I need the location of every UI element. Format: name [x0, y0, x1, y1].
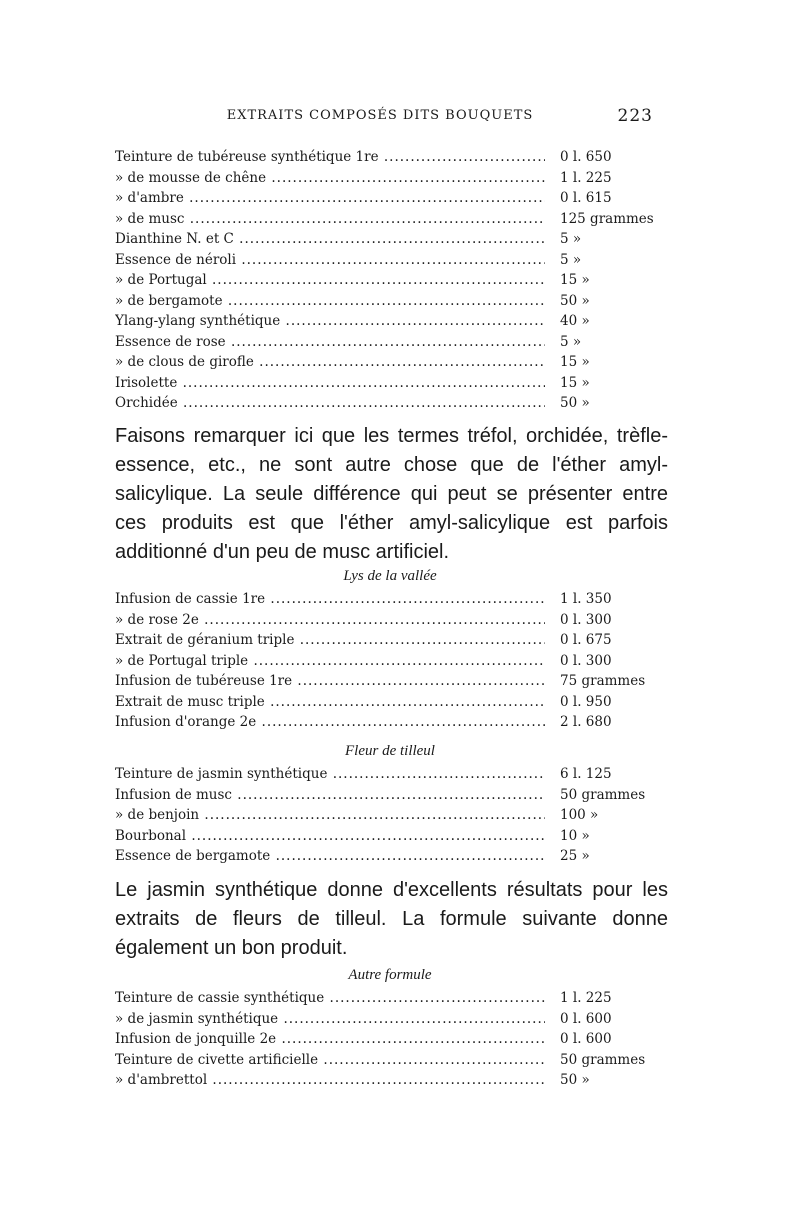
formula-row [115, 630, 665, 651]
ingredient-quantity: 50 grammes [560, 786, 646, 803]
ingredient-label: Teinture de cassie synthétique ..... [115, 988, 545, 1009]
formula-row [115, 250, 665, 271]
formula-row [115, 188, 665, 209]
formula-row [115, 1070, 665, 1091]
formula-row [115, 1050, 665, 1071]
ingredient-label: » de mousse de chêne ..... [115, 168, 545, 189]
formula-row [115, 671, 665, 692]
formula-row [115, 270, 665, 291]
ingredient-label: » d'ambrettol ..... [115, 1070, 545, 1091]
ingredient-quantity: 1 l. 225 [560, 990, 612, 1006]
section-title-autre: Autre formule [348, 967, 432, 983]
section-title-tilleul: Fleur de tilleul [345, 743, 435, 759]
formula-table-autre [115, 988, 665, 1091]
formula-row [115, 692, 665, 713]
ingredient-label: Dianthine N. et C ..... [115, 229, 545, 250]
ingredient-label: » de benjoin ..... [115, 805, 545, 826]
paragraph-2: Le jasmin synthétique donne d'excellents résultats pour les extraits de fleurs de tilleul. La formule suivante donne également un bon produit. [115, 879, 668, 959]
ingredient-quantity: 0 l. 675 [560, 632, 612, 648]
ingredient-label: Teinture de tubéreuse synthétique 1re ..... [115, 147, 545, 168]
ingredient-quantity: 15 » [560, 272, 590, 288]
formula-row [115, 785, 665, 806]
ingredient-label: Infusion de tubéreuse 1re ..... [115, 671, 545, 692]
ingredient-quantity: 0 l. 300 [560, 652, 612, 669]
formula-row [115, 826, 665, 847]
ingredient-label: Infusion de jonquille 2e ..... [115, 1029, 545, 1050]
ingredient-label: » de musc ..... [115, 209, 545, 230]
formula-table-1 [115, 147, 665, 414]
formula-row [115, 291, 665, 312]
ingredient-quantity: 5 » [560, 231, 582, 247]
ingredient-quantity: 125 grammes [560, 210, 654, 227]
ingredient-label: » d'ambre ..... [115, 188, 545, 209]
ingredient-label: Essence de bergamote ..... [115, 846, 545, 867]
formula-row [115, 589, 665, 610]
formula-row [115, 988, 665, 1009]
ingredient-label: » de rose 2e ..... [115, 610, 545, 631]
ingredient-quantity: 0 l. 600 [560, 1031, 612, 1047]
ingredient-quantity: 2 l. 680 [560, 714, 612, 730]
ingredient-label: Teinture de jasmin synthétique ..... [115, 764, 545, 785]
formula-row [115, 764, 665, 785]
ingredient-quantity: 15 » [560, 374, 590, 391]
ingredient-label: Irisolette ..... [115, 373, 545, 394]
formula-table-lys [115, 589, 665, 733]
formula-row [115, 393, 665, 414]
ingredient-quantity: 5 » [560, 333, 582, 350]
header-title: EXTRAITS COMPOSÉS DITS BOUQUETS [226, 108, 534, 123]
formula-row [115, 805, 665, 826]
ingredient-quantity: 50 » [560, 1072, 590, 1088]
formula-row [115, 610, 665, 631]
ingredient-label: Extrait de géranium triple ..... [115, 630, 545, 651]
formula-row [115, 651, 665, 672]
ingredient-quantity: 1 l. 350 [560, 591, 612, 607]
formula-row [115, 373, 665, 394]
ingredient-quantity: 25 » [560, 848, 590, 864]
paragraph-1: Faisons remarquer ici que les termes tréfol, orchidée, trèfle-essence, etc., ne sont autre chose que de l'éther amyl-salicylique. La seule différence qui peut se présenter entre ces produits est que l'éther amyl-salicylique est parfois additionné d'un peu de musc artificiel. [115, 425, 668, 563]
formula-row [115, 209, 665, 230]
ingredient-quantity: 75 grammes [560, 673, 646, 689]
ingredient-label: » de Portugal ..... [115, 270, 545, 291]
ingredient-quantity: 15 » [560, 354, 590, 370]
ingredient-label: » de Portugal triple ..... [115, 651, 545, 672]
ingredient-label: Infusion de musc ..... [115, 785, 545, 806]
ingredient-quantity: 0 l. 600 [560, 1010, 612, 1027]
section-title-lys: Lys de la vallée [343, 568, 437, 584]
ingredient-quantity: 0 l. 615 [560, 190, 612, 206]
ingredient-quantity: 10 » [560, 827, 590, 844]
ingredient-quantity: 40 » [560, 313, 590, 329]
formula-table-tilleul [115, 764, 665, 867]
ingredient-quantity: 50 grammes [560, 1051, 646, 1068]
ingredient-label: Orchidée ..... [115, 393, 545, 414]
ingredient-label: Bourbonal ..... [115, 826, 545, 847]
ingredient-quantity: 0 l. 650 [560, 149, 612, 165]
ingredient-label: Extrait de musc triple ..... [115, 692, 545, 713]
ingredient-label: Infusion d'orange 2e ..... [115, 712, 545, 733]
formula-row [115, 229, 665, 250]
ingredient-quantity: 6 l. 125 [560, 766, 612, 782]
formula-row [115, 168, 665, 189]
ingredient-label: Infusion de cassie 1re ..... [115, 589, 545, 610]
formula-row [115, 846, 665, 867]
ingredient-label: Ylang-ylang synthétique ..... [115, 311, 545, 332]
formula-row [115, 147, 665, 168]
running-header [115, 106, 653, 130]
ingredient-quantity: 0 l. 950 [560, 693, 612, 710]
ingredient-quantity: 1 l. 225 [560, 169, 612, 186]
page-number: 223 [617, 106, 653, 126]
ingredient-quantity: 0 l. 300 [560, 611, 612, 628]
formula-row [115, 1029, 665, 1050]
formula-row [115, 1009, 665, 1030]
ingredient-label: » de clous de girofle ..... [115, 352, 545, 373]
ingredient-quantity: 50 » [560, 395, 590, 411]
ingredient-label: Teinture de civette artificielle ..... [115, 1050, 545, 1071]
ingredient-quantity: 100 » [560, 807, 599, 823]
ingredient-label: Essence de néroli ..... [115, 250, 545, 271]
formula-row [115, 712, 665, 733]
formula-row [115, 352, 665, 373]
ingredient-quantity: 5 » [560, 251, 582, 268]
ingredient-label: » de jasmin synthétique ..... [115, 1009, 545, 1030]
ingredient-label: » de bergamote ..... [115, 291, 545, 312]
formula-row [115, 332, 665, 353]
ingredient-quantity: 50 » [560, 292, 590, 309]
formula-row [115, 311, 665, 332]
ingredient-label: Essence de rose ..... [115, 332, 545, 353]
